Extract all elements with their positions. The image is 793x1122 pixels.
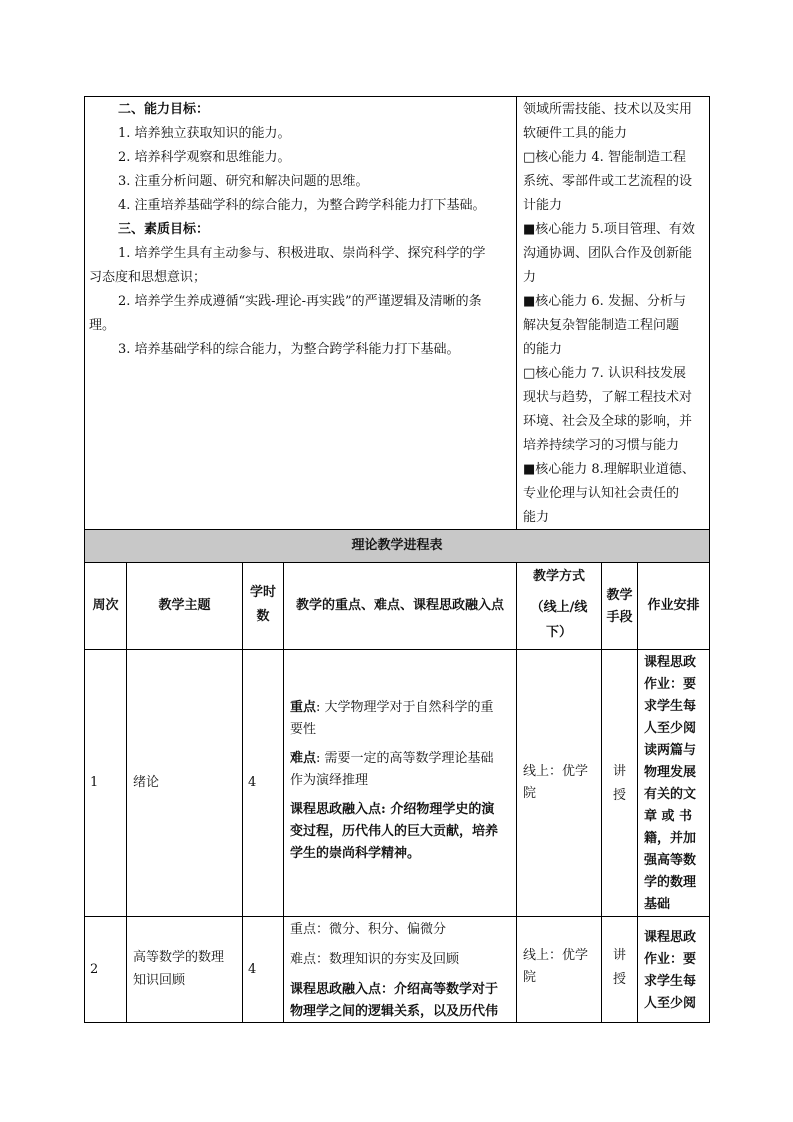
row2-means: 讲 bbox=[612, 948, 626, 963]
row2-method-cont: 院 bbox=[523, 970, 537, 985]
core-ability-line: 能力 bbox=[523, 510, 550, 525]
row1-homework: 学的数理 bbox=[644, 875, 697, 890]
ability-goal-heading: 二、能力目标： bbox=[118, 102, 210, 117]
row1-focus-ideology-cont: 学生的崇尚科学精神。 bbox=[290, 846, 421, 861]
row1-means-cont: 授 bbox=[612, 788, 626, 803]
row-sep-header bbox=[84, 649, 710, 650]
ability-goal-3: 3. 注重分析问题、研究和解决问题的思维。 bbox=[118, 174, 369, 189]
row2-topic-cont: 知识回顾 bbox=[133, 973, 186, 988]
row1-homework: 基础 bbox=[644, 897, 671, 912]
row1-homework: 课程思政 bbox=[644, 655, 697, 670]
quality-goal-1: 1. 培养学生具有主动参与、积极进取、崇尚科学、探究科学的学 bbox=[118, 246, 486, 261]
row1-homework: 籍，并加 bbox=[644, 831, 697, 846]
row1-week: 1 bbox=[90, 775, 99, 790]
row1-focus-ideology-cont: 变过程，历代伟人的巨大贡献，培养 bbox=[290, 824, 499, 839]
row1-method: 线上：优学 bbox=[523, 764, 589, 779]
top-section-divider bbox=[516, 96, 517, 530]
core-ability-line: 领域所需技能、技术以及实用 bbox=[523, 102, 693, 117]
row1-focus-difficulty bbox=[290, 751, 494, 767]
core-ability-line: 的能力 bbox=[523, 342, 563, 357]
col-sep-1 bbox=[126, 562, 127, 1023]
row2-means-cont: 授 bbox=[612, 972, 626, 987]
ideology-text: ：介绍高等数学对于 bbox=[381, 982, 499, 997]
header-means-2: 手段 bbox=[606, 610, 633, 625]
core-ability-line: ■核心能力 6. 发掘、分析与 bbox=[523, 294, 686, 309]
quality-goal-2: 2. 培养学生养成遵循“实践-理论-再实践”的严谨逻辑及清晰的条 bbox=[118, 294, 482, 309]
row1-means: 讲 bbox=[612, 764, 626, 779]
core-ability-line: 解决复杂智能制造工程问题 bbox=[523, 318, 680, 333]
row1-focus-difficulty-cont: 作为演绎推理 bbox=[290, 773, 369, 788]
core-ability-line: ■核心能力 8.理解职业道德、 bbox=[523, 462, 695, 477]
row1-method-cont: 院 bbox=[523, 786, 537, 801]
difficulty-text: : 需要一定的高等数学理论基础 bbox=[316, 751, 494, 766]
header-method-3: 下） bbox=[545, 625, 572, 640]
row2-hours: 4 bbox=[248, 962, 257, 977]
core-ability-line: 沟通协调、团队合作及创新能 bbox=[523, 246, 693, 261]
header-method-2: （线上/线 bbox=[530, 600, 588, 615]
row2-homework: 课程思政 bbox=[644, 930, 697, 945]
difficulty-label: 难点 bbox=[290, 751, 317, 766]
core-ability-line: 专业伦理与认知社会责任的 bbox=[523, 486, 680, 501]
ideology-label: 课程思政融入点 bbox=[290, 802, 382, 817]
ability-goal-4: 4. 注重培养基础学科的综合能力，为整合跨学科能力打下基础。 bbox=[118, 198, 486, 213]
band-border-top bbox=[84, 529, 710, 530]
table-border-bottom bbox=[84, 1022, 710, 1023]
core-ability-line: 培养持续学习的习惯与能力 bbox=[523, 438, 680, 453]
col-sep-2 bbox=[242, 562, 243, 1023]
row2-method: 线上：优学 bbox=[523, 948, 589, 963]
header-week: 周次 bbox=[92, 598, 119, 613]
quality-goal-1-cont: 习态度和思想意识； bbox=[89, 270, 207, 285]
table-border-top bbox=[84, 96, 710, 97]
row1-focus-ideology bbox=[290, 802, 494, 818]
quality-goal-heading: 三、素质目标： bbox=[118, 222, 210, 237]
core-ability-line: 力 bbox=[523, 270, 537, 285]
header-means-1: 教学 bbox=[606, 588, 633, 603]
core-ability-line: 系统、零部件或工艺流程的设 bbox=[523, 174, 693, 189]
row-sep-1 bbox=[84, 916, 710, 917]
row1-homework: 章 或 书 bbox=[644, 809, 693, 824]
row2-homework: 求学生每 bbox=[644, 974, 697, 989]
band-border-bottom bbox=[84, 562, 710, 563]
row1-homework: 强高等数 bbox=[644, 853, 697, 868]
col-sep-3 bbox=[283, 562, 284, 1023]
header-hours-2: 数 bbox=[256, 609, 270, 624]
col-sep-6 bbox=[637, 562, 638, 1023]
header-focus: 教学的重点、难点、课程思政融入点 bbox=[295, 598, 504, 613]
row1-focus-key bbox=[290, 700, 494, 716]
row1-homework: 有关的文 bbox=[644, 787, 697, 802]
row2-focus-key: 重点：微分、积分、偏微分 bbox=[290, 922, 447, 937]
core-ability-line: 现状与趋势，了解工程技术对 bbox=[523, 390, 693, 405]
ideology-label: 课程思政融入点 bbox=[290, 982, 382, 997]
focus-label: 重点 bbox=[290, 700, 317, 715]
quality-goal-3: 3. 培养基础学科的综合能力，为整合跨学科能力打下基础。 bbox=[118, 342, 460, 357]
core-ability-line: □核心能力 4. 智能制造工程 bbox=[523, 150, 686, 165]
row2-week: 2 bbox=[90, 962, 99, 977]
ability-goal-2: 2. 培养科学观察和思维能力。 bbox=[118, 150, 291, 165]
table-border-right bbox=[709, 96, 710, 1023]
ability-goal-1: 1. 培养独立获取知识的能力。 bbox=[118, 126, 291, 141]
row2-focus-ideology-cont: 物理学之间的逻辑关系，以及历代伟 bbox=[290, 1004, 499, 1019]
focus-text: : 大学物理学对于自然科学的重 bbox=[316, 700, 494, 715]
header-method-1: 教学方式 bbox=[532, 569, 585, 584]
header-topic: 教学主题 bbox=[158, 598, 211, 613]
row1-homework: 求学生每 bbox=[644, 699, 697, 714]
core-ability-line: 计能力 bbox=[523, 198, 563, 213]
core-ability-line: □核心能力 7. 认识科技发展 bbox=[523, 366, 686, 381]
row1-homework: 物理发展 bbox=[644, 765, 697, 780]
header-homework: 作业安排 bbox=[647, 598, 700, 613]
core-ability-line: ■核心能力 5.项目管理、有效 bbox=[523, 222, 695, 237]
quality-goal-2-cont: 理。 bbox=[89, 318, 116, 333]
row2-homework: 作业：要 bbox=[644, 952, 697, 967]
row2-homework: 人至少阅 bbox=[644, 996, 697, 1011]
row1-homework: 作业：要 bbox=[644, 677, 697, 692]
row2-focus-ideology bbox=[290, 982, 498, 998]
ideology-text: : 介绍物理学史的演 bbox=[381, 802, 495, 817]
row2-topic: 高等数学的数理 bbox=[133, 950, 225, 965]
row1-homework: 人至少阅 bbox=[644, 721, 697, 736]
row1-topic: 绪论 bbox=[133, 775, 160, 790]
row2-focus-difficulty: 难点：数理知识的夯实及回顾 bbox=[290, 952, 460, 967]
row1-focus-key-cont: 要性 bbox=[290, 722, 317, 737]
header-hours-1: 学时 bbox=[249, 585, 276, 600]
row1-homework: 读两篇与 bbox=[644, 743, 697, 758]
row1-hours: 4 bbox=[248, 775, 257, 790]
section-title: 理论教学进程表 bbox=[351, 538, 443, 553]
core-ability-line: 软硬件工具的能力 bbox=[523, 126, 628, 141]
core-ability-line: 环境、社会及全球的影响，并 bbox=[523, 414, 693, 429]
